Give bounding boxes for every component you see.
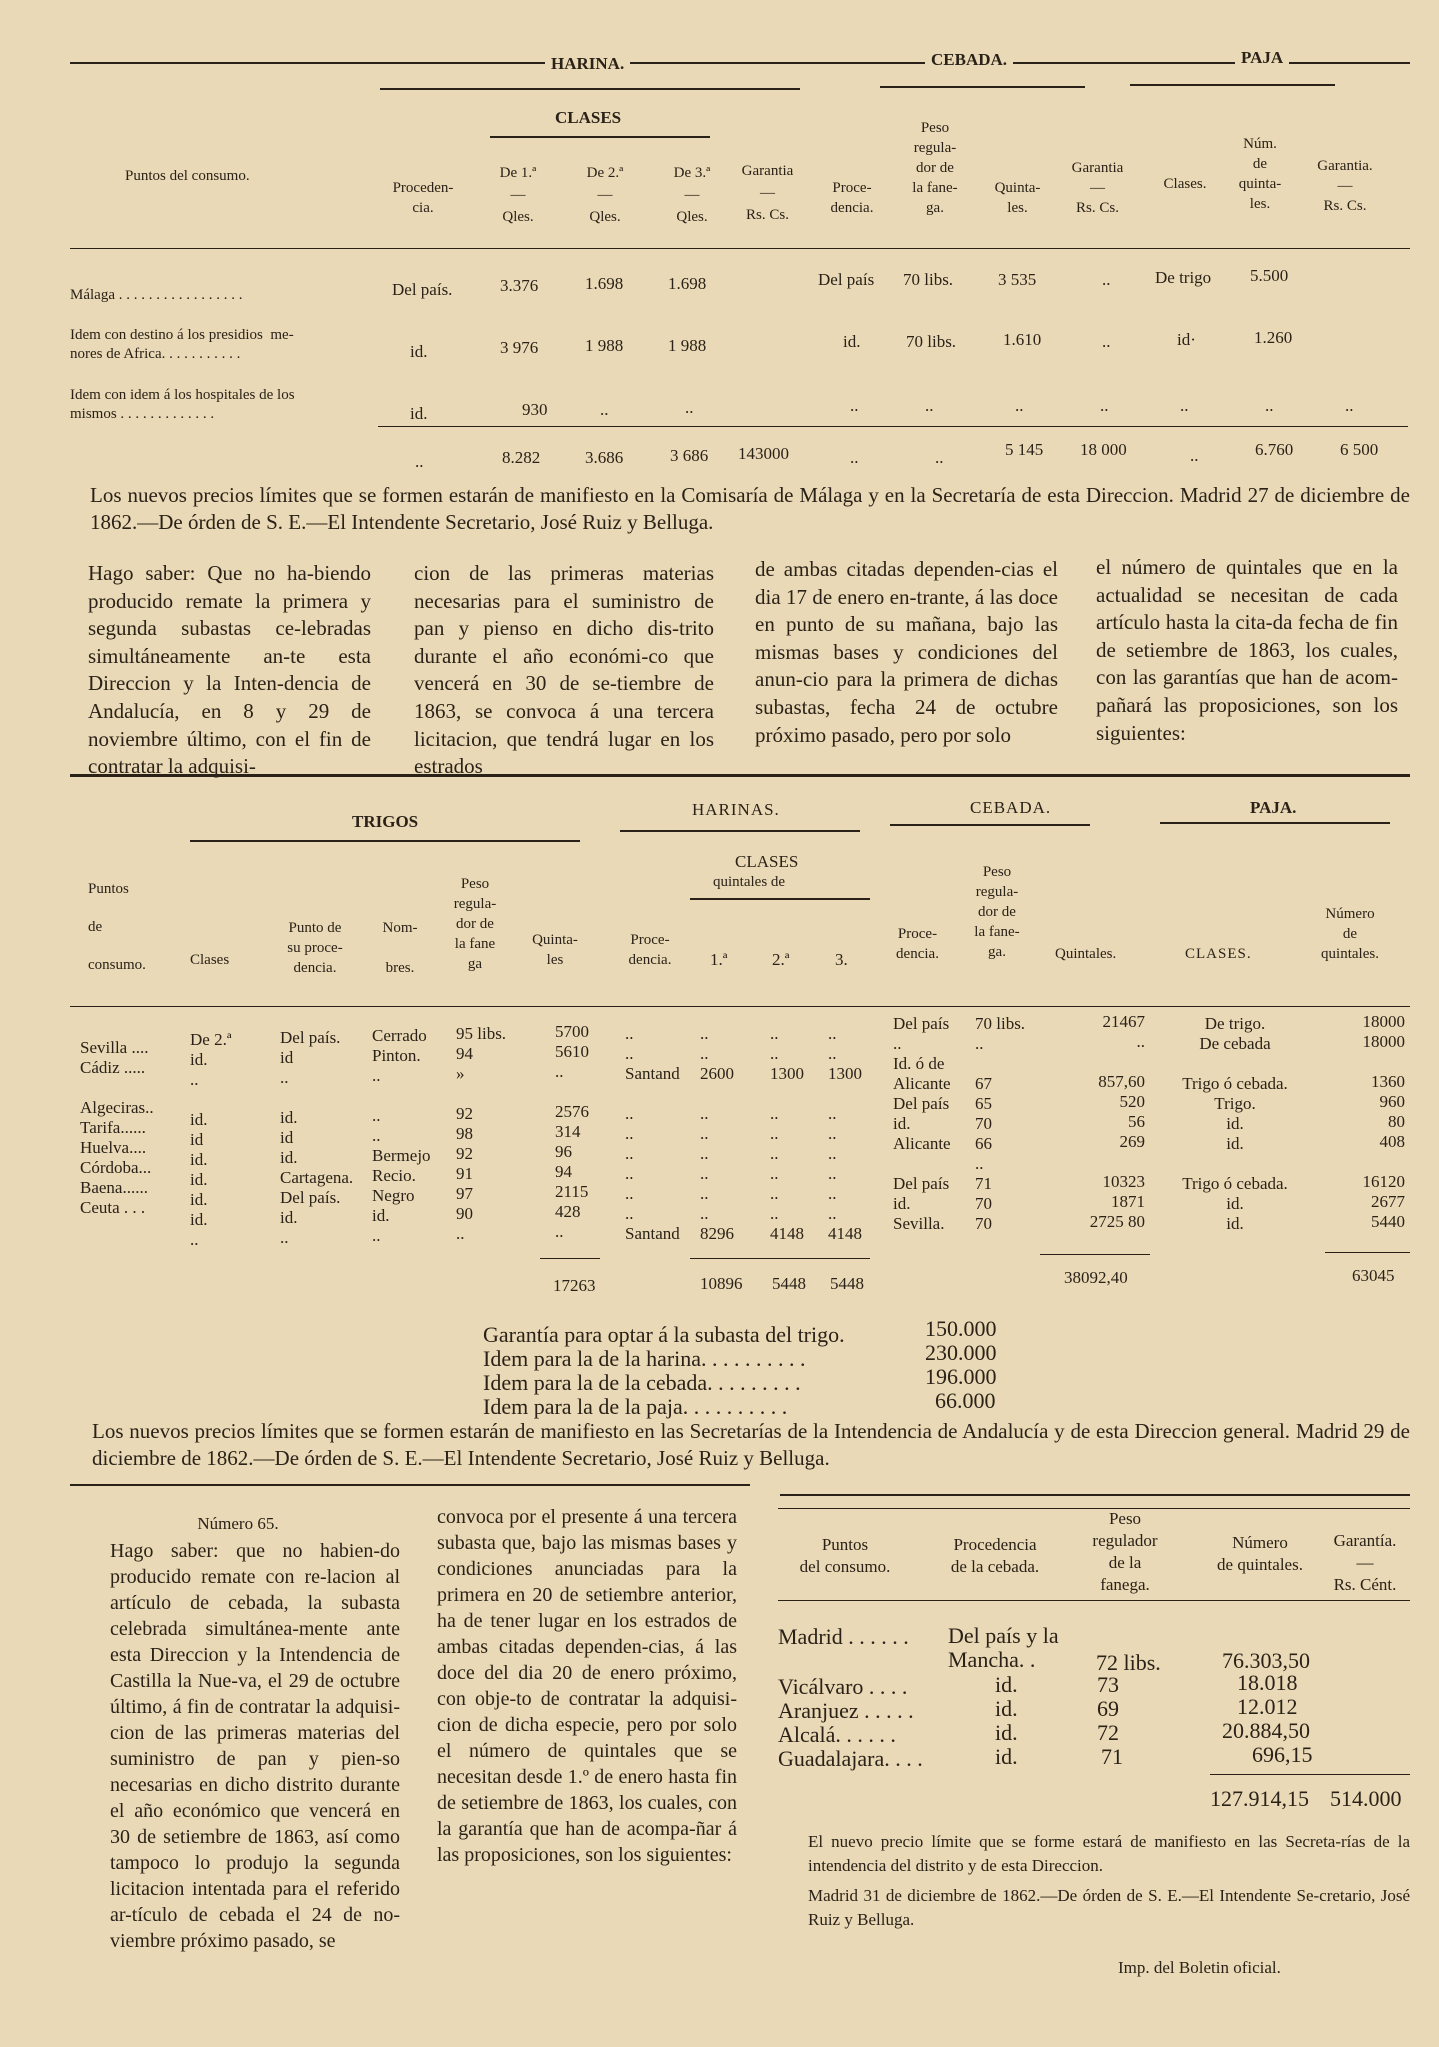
t3-cell: id. xyxy=(995,1672,1018,1697)
guarantee-label: Garantía para optar á la subasta del trigo. xyxy=(483,1322,845,1347)
t1-cell: 3.376 xyxy=(500,276,539,295)
guarantee-value: 150.000 xyxy=(925,1316,997,1341)
t1-garantia3-header: Garantia. — Rs. Cs. xyxy=(1317,158,1373,214)
t1-cell: 3 535 xyxy=(998,270,1037,289)
t1-cell: .. xyxy=(600,400,609,419)
t1-cell: 1.610 xyxy=(1003,330,1042,349)
t2-clases-header: CLASES xyxy=(735,852,799,871)
column-a1: Hago saber: Que no ha-biendo producido remate la primera y segunda subastas ce-lebradas simultáneamente an-te esta Direccion y la Inten-dencia de Andalucía, en 8 y 29 de noviembre último, con el fin de contratar la adquisi- xyxy=(88,561,371,779)
t1-cell: id. xyxy=(410,342,428,361)
t1-total-cell: 8.282 xyxy=(502,448,541,467)
t2-puntos-header: Puntos de consumo. xyxy=(88,881,146,973)
t1-cell: .. xyxy=(925,396,934,415)
t1-cell: .. xyxy=(685,398,694,417)
t1-cell: .. xyxy=(1345,396,1354,415)
t1-cell: 930 xyxy=(522,400,548,419)
t2-clases2-header: CLASES. xyxy=(1185,946,1252,962)
t2-peso2-header: Peso regula- dor de la fane- ga. xyxy=(974,864,1020,960)
guarantee-value: 230.000 xyxy=(925,1340,997,1365)
t2-h3-column: .. .. 1300 .. .. .. .. .. .. 4148 xyxy=(828,1024,862,1243)
t2-cebada-procedencia-column: Del país .. Id. ó de Alicante Del país id. Alicante Del país id. Sevilla. xyxy=(893,1014,951,1233)
t2-numero-header: Número de quintales. xyxy=(1321,906,1379,962)
t1-total-cell: 18 000 xyxy=(1080,440,1127,459)
t1-cell: .. xyxy=(850,396,859,415)
t1-cell: Del país xyxy=(818,270,875,289)
t3-total-quintales: 127.914,15 xyxy=(1210,1786,1309,1811)
t2-peso-header: Peso regula- dor de la fane ga xyxy=(453,876,497,972)
t3-total-garantia: 514.000 xyxy=(1330,1786,1402,1811)
t3-numero-header: Número de quintales. xyxy=(1217,1533,1303,1574)
t1-cell: De trigo xyxy=(1155,268,1212,287)
t1-de3-header: De 3.ª — Qles. xyxy=(673,165,711,225)
t3-peso-header: Peso regulador de la fanega. xyxy=(1092,1509,1158,1594)
t1-total-cell: 5 145 xyxy=(1005,440,1044,459)
t2-trigos-header: TRIGOS xyxy=(352,812,419,831)
t1-row-label: Málaga . . . . . . . . . . . . . . . . . xyxy=(70,287,243,303)
t1-procedencia-header: Proceden- cia. xyxy=(392,180,454,216)
t3-garantia-header: Garantía. — Rs. Cént. xyxy=(1333,1531,1397,1594)
t2-h1-header: 1.ª xyxy=(710,950,728,969)
t3-cell: id. xyxy=(995,1744,1018,1769)
t3-cell: 71 xyxy=(1101,1744,1123,1769)
t2-procedencia2-header: Proce- dencia. xyxy=(896,926,939,962)
footer-note: El nuevo precio límite que se forme estará de manifiesto en las Secreta-rías de la intendencia del distrito y de esta Direccion. xyxy=(808,1832,1410,1875)
t1-cell: .. xyxy=(1102,270,1111,289)
t2-total-h2: 5448 xyxy=(772,1274,806,1293)
t1-cell: .. xyxy=(1265,396,1274,415)
t2-nombres-column: Cerrado Pinton. .. .. .. Bermejo Recio. Negro id. .. xyxy=(372,1026,431,1245)
t2-clases-column: De 2.ª id. .. id. id id. id. id. id. .. xyxy=(190,1030,232,1249)
t2-h3-header: 3. xyxy=(835,950,848,969)
t1-cell: .. xyxy=(850,448,859,467)
t1-cell: 1.698 xyxy=(585,274,624,293)
t2-nombres-header: Nom- bres. xyxy=(382,920,418,976)
footer-signature: Madrid 31 de diciembre de 1862.—De órden de S. E.—El Intendente Se-cretario, José Ruiz y Belluga. xyxy=(808,1886,1410,1929)
t3-cell: Vicálvaro . . . . xyxy=(778,1674,908,1699)
t1-cell: .. xyxy=(935,448,944,467)
t1-cell: Del país. xyxy=(392,280,453,299)
t1-cell: 1.698 xyxy=(668,274,707,293)
t1-de2-header: De 2.ª — Qles. xyxy=(586,165,624,225)
t2-h2-column: .. .. 1300 .. .. .. .. .. .. 4148 xyxy=(770,1024,804,1243)
t2-total-h3: 5448 xyxy=(830,1274,864,1293)
t3-cell: Madrid . . . . . . xyxy=(778,1624,909,1649)
t3-cell: Guadalajara. . . . xyxy=(778,1746,923,1771)
t1-cebada-header: CEBADA. xyxy=(925,50,1013,70)
t2-quintales2-header: Quintales. xyxy=(1055,946,1117,962)
t1-cell: 70 libs. xyxy=(906,332,957,351)
guarantee-value: 196.000 xyxy=(925,1364,997,1389)
t3-cell: 72 libs. xyxy=(1096,1650,1161,1675)
t2-puntos-column: Sevilla .... Cádiz ..... Algeciras.. Tarifa...... Huelva.... Córdoba... Baena...... Ceuta . . . xyxy=(80,1038,154,1217)
t3-cell: 12.012 xyxy=(1237,1694,1298,1719)
column-a4: el número de quintales que en la actualidad se necesitan de cada artículo hasta la cita-da fecha de fin de setiembre de 1863, los cuales, con las garantías que han de acom-pañará las proposiciones, son los siguientes: xyxy=(1096,555,1398,745)
t2-clases-col-header: Clases xyxy=(190,952,230,968)
t1-clases-header: CLASES xyxy=(555,108,622,127)
t3-cell: 69 xyxy=(1097,1696,1119,1721)
t1-cell: .. xyxy=(1015,396,1024,415)
t3-cell: 72 xyxy=(1097,1720,1119,1745)
t3-cell: 696,15 xyxy=(1252,1742,1313,1767)
t2-quintales-column: 5700 5610 .. 2576 314 96 94 2115 428 .. xyxy=(555,1022,589,1241)
t3-cell: 76.303,50 xyxy=(1222,1648,1310,1673)
t1-total-cell: 143000 xyxy=(738,444,789,463)
t3-procedencia-header: Procedencia de la cebada. xyxy=(950,1535,1040,1576)
t2-total-h1: 10896 xyxy=(700,1274,743,1293)
t1-cell: id. xyxy=(843,332,861,351)
notice-2: Los nuevos precios límites que se formen estarán de manifiesto en las Secretarías de la Intendencia de Andalucía y de esta Direccion general. Madrid 29 de diciembre de 1862.—De órden de S. E.—El Intendente Secretario, José Ruiz y Belluga. xyxy=(92,1419,1410,1470)
column-b1: Hago saber: que no habien-do producido remate con re-lacion al artículo de cebada, la subasta celebrada simultánea-mente ante esta Direccion y la Intendencia de Castilla la Nue-va, el 29 de octubre último, á fin de contratar la adquisi-cion de las primeras materias del suministro de pan y pien-so necesarias en dicho distrito durante el año económico que vencerá en 30 de setiembre de 1863, así como tampoco lo produjo la segunda licitacion intentada para el referido ar-tículo de cebada el 24 de no-viembre próximo pasado, se xyxy=(110,1540,400,1952)
t1-cell: 70 libs. xyxy=(903,270,954,289)
guarantee-value: 66.000 xyxy=(935,1388,996,1413)
t2-punto-column: Del país. id .. id. id id. Cartagena. Del país. id. .. xyxy=(280,1028,354,1247)
t3-cell: Alcalá. . . . . . xyxy=(778,1722,896,1747)
t2-paja-clases-column: De trigo. De cebada Trigo ó cebada. Trigo. id. id. Trigo ó cebada. id. id. xyxy=(1182,1014,1288,1233)
imprint: Imp. del Boletin oficial. xyxy=(1118,1958,1281,1977)
t1-de1-header: De 1.ª — Qles. xyxy=(499,165,537,225)
t1-cell: id· xyxy=(1177,330,1196,349)
t1-cell: 1 988 xyxy=(585,336,624,355)
numero-65: Número 65. xyxy=(197,1514,279,1533)
notice-1: Los nuevos precios límites que se formen estarán de manifiesto en la Comisaría de Málaga y en la Secretaría de esta Direccion. Madrid 27 de diciembre de 1862.—De órden de S. E.—El Intendente Secretario, José Ruiz y Belluga. xyxy=(90,483,1410,534)
t1-quintales-header: Quinta- les. xyxy=(994,180,1041,216)
t2-harinas-header: HARINAS. xyxy=(692,800,780,819)
t2-paja-header: PAJA. xyxy=(1250,798,1297,817)
t1-cell: .. xyxy=(1100,396,1109,415)
t1-puntos-header: Puntos del consumo. xyxy=(125,168,250,184)
t3-cell: id. xyxy=(995,1720,1018,1745)
t1-cell: 3 976 xyxy=(500,338,539,357)
t2-procedencia-header: Proce- dencia. xyxy=(628,932,672,968)
t1-cell: 1 988 xyxy=(668,336,707,355)
t3-puntos-header: Puntos del consumo. xyxy=(799,1535,891,1576)
t3-cell: id. xyxy=(995,1696,1018,1721)
t3-cell: Aranjuez . . . . . xyxy=(778,1698,914,1723)
t2-total-trigo: 17263 xyxy=(553,1276,596,1295)
t2-harina-procedencia-column: .. .. Santand .. .. .. .. .. .. Santand xyxy=(625,1024,680,1243)
t2-cebada-quintales-column: 21467 .. 857,60 520 56 269 10323 1871 2725 80 xyxy=(1089,1012,1145,1231)
t1-row-label: Idem con destino á los presidios me- nores de Africa. . . . . . . . . . . xyxy=(70,327,294,362)
t2-punto-header: Punto de su proce- dencia. xyxy=(287,920,343,976)
t1-total-cell: 3.686 xyxy=(585,448,624,467)
column-a3: de ambas citadas dependen-cias el dia 17 de enero en-trante, á las doce en punto de su mañana, bajo las mismas bases y condiciones del anun-cio para la primera de dichas subastas, fecha 24 de octubre próximo pasado, pero por solo xyxy=(755,557,1058,747)
t2-quintales-header: Quinta- les xyxy=(532,932,578,968)
column-b2: convoca por el presente á una tercera subasta que, bajo las mismas bases y condiciones anunciadas para la primera en 20 de setiembre anterior, ha de tener lugar en los estrados de ambas citadas dependen-cias, á las doce del dia 20 de enero próximo, con obje-to de contratar la adquisi-cion de dicha especie, pero por solo el número de quintales que se necesitan desde 1.º de enero hasta fin de setiembre de 1863, los cuales, con la garantía que han de acompa-ñar á las proposiciones, son los siguientes: xyxy=(437,1506,737,1866)
t1-harina-header: HARINA. xyxy=(545,54,630,74)
t2-h2-header: 2.ª xyxy=(772,950,790,969)
t2-total-cebada: 38092,40 xyxy=(1064,1268,1128,1287)
t1-garantia-header: Garantia — Rs. Cs. xyxy=(741,163,794,223)
t1-total-cell: 3 686 xyxy=(670,446,709,465)
t1-cell: .. xyxy=(1180,396,1189,415)
t3-cell: 18.018 xyxy=(1237,1670,1298,1695)
column-a2: cion de las primeras materias necesarias para el suministro de pan y pienso en dicho dis-trito durante el año económi-co que vencerá en 30 de se-tiembre de 1863, se convoca á una tercera licitacion, que tendrá lugar en los estrados xyxy=(414,561,714,779)
t3-cell: 20.884,50 xyxy=(1222,1718,1310,1743)
t1-peso-header: Peso regula- dor de la fane- ga. xyxy=(912,120,958,216)
guarantee-label: Idem para la de la cebada. . . . . . . . . xyxy=(483,1370,801,1395)
t1-cell: .. xyxy=(1190,446,1199,465)
t1-row-label: Idem con idem á los hospitales de los mismos . . . . . . . . . . . . . xyxy=(70,387,295,422)
t1-garantia2-header: Garantia — Rs. Cs. xyxy=(1071,160,1124,216)
t1-cell: .. xyxy=(415,452,424,471)
t2-cebada-header: CEBADA. xyxy=(970,798,1052,817)
t1-clases2-header: Clases. xyxy=(1163,176,1207,192)
t1-cell: .. xyxy=(1102,332,1111,351)
t2-peso-column: 95 libs. 94 » 92 98 92 91 97 90 .. xyxy=(456,1024,507,1243)
t2-paja-numero-column: 18000 18000 1360 960 80 408 16120 2677 5440 xyxy=(1362,1012,1405,1231)
t2-h1-column: .. .. 2600 .. .. .. .. .. .. 8296 xyxy=(700,1024,734,1243)
t2-cebada-peso-column: 70 libs. .. 67 65 70 66 .. 71 70 70 xyxy=(975,1014,1026,1233)
t1-procedencia2-header: Proce- dencia. xyxy=(830,180,874,216)
t3-cell: 73 xyxy=(1097,1672,1119,1697)
t2-total-paja: 63045 xyxy=(1352,1266,1395,1285)
guarantee-label: Idem para la de la paja. . . . . . . . . . xyxy=(483,1394,788,1419)
t1-numq-header: Núm. de quinta- les. xyxy=(1238,136,1282,212)
t1-paja-header: PAJA xyxy=(1235,48,1289,68)
t1-cell: id. xyxy=(410,404,428,423)
t1-cell: 5.500 xyxy=(1250,266,1289,285)
guarantee-label: Idem para la de la harina. . . . . . . . . . xyxy=(483,1346,806,1371)
t1-cell: 1.260 xyxy=(1254,328,1293,347)
t3-cell: Del país y la Mancha. . xyxy=(948,1623,1059,1672)
t1-total-cell: 6 500 xyxy=(1340,440,1379,459)
t2-quintales-de-header: quintales de xyxy=(713,874,786,890)
t1-total-cell: 6.760 xyxy=(1255,440,1294,459)
